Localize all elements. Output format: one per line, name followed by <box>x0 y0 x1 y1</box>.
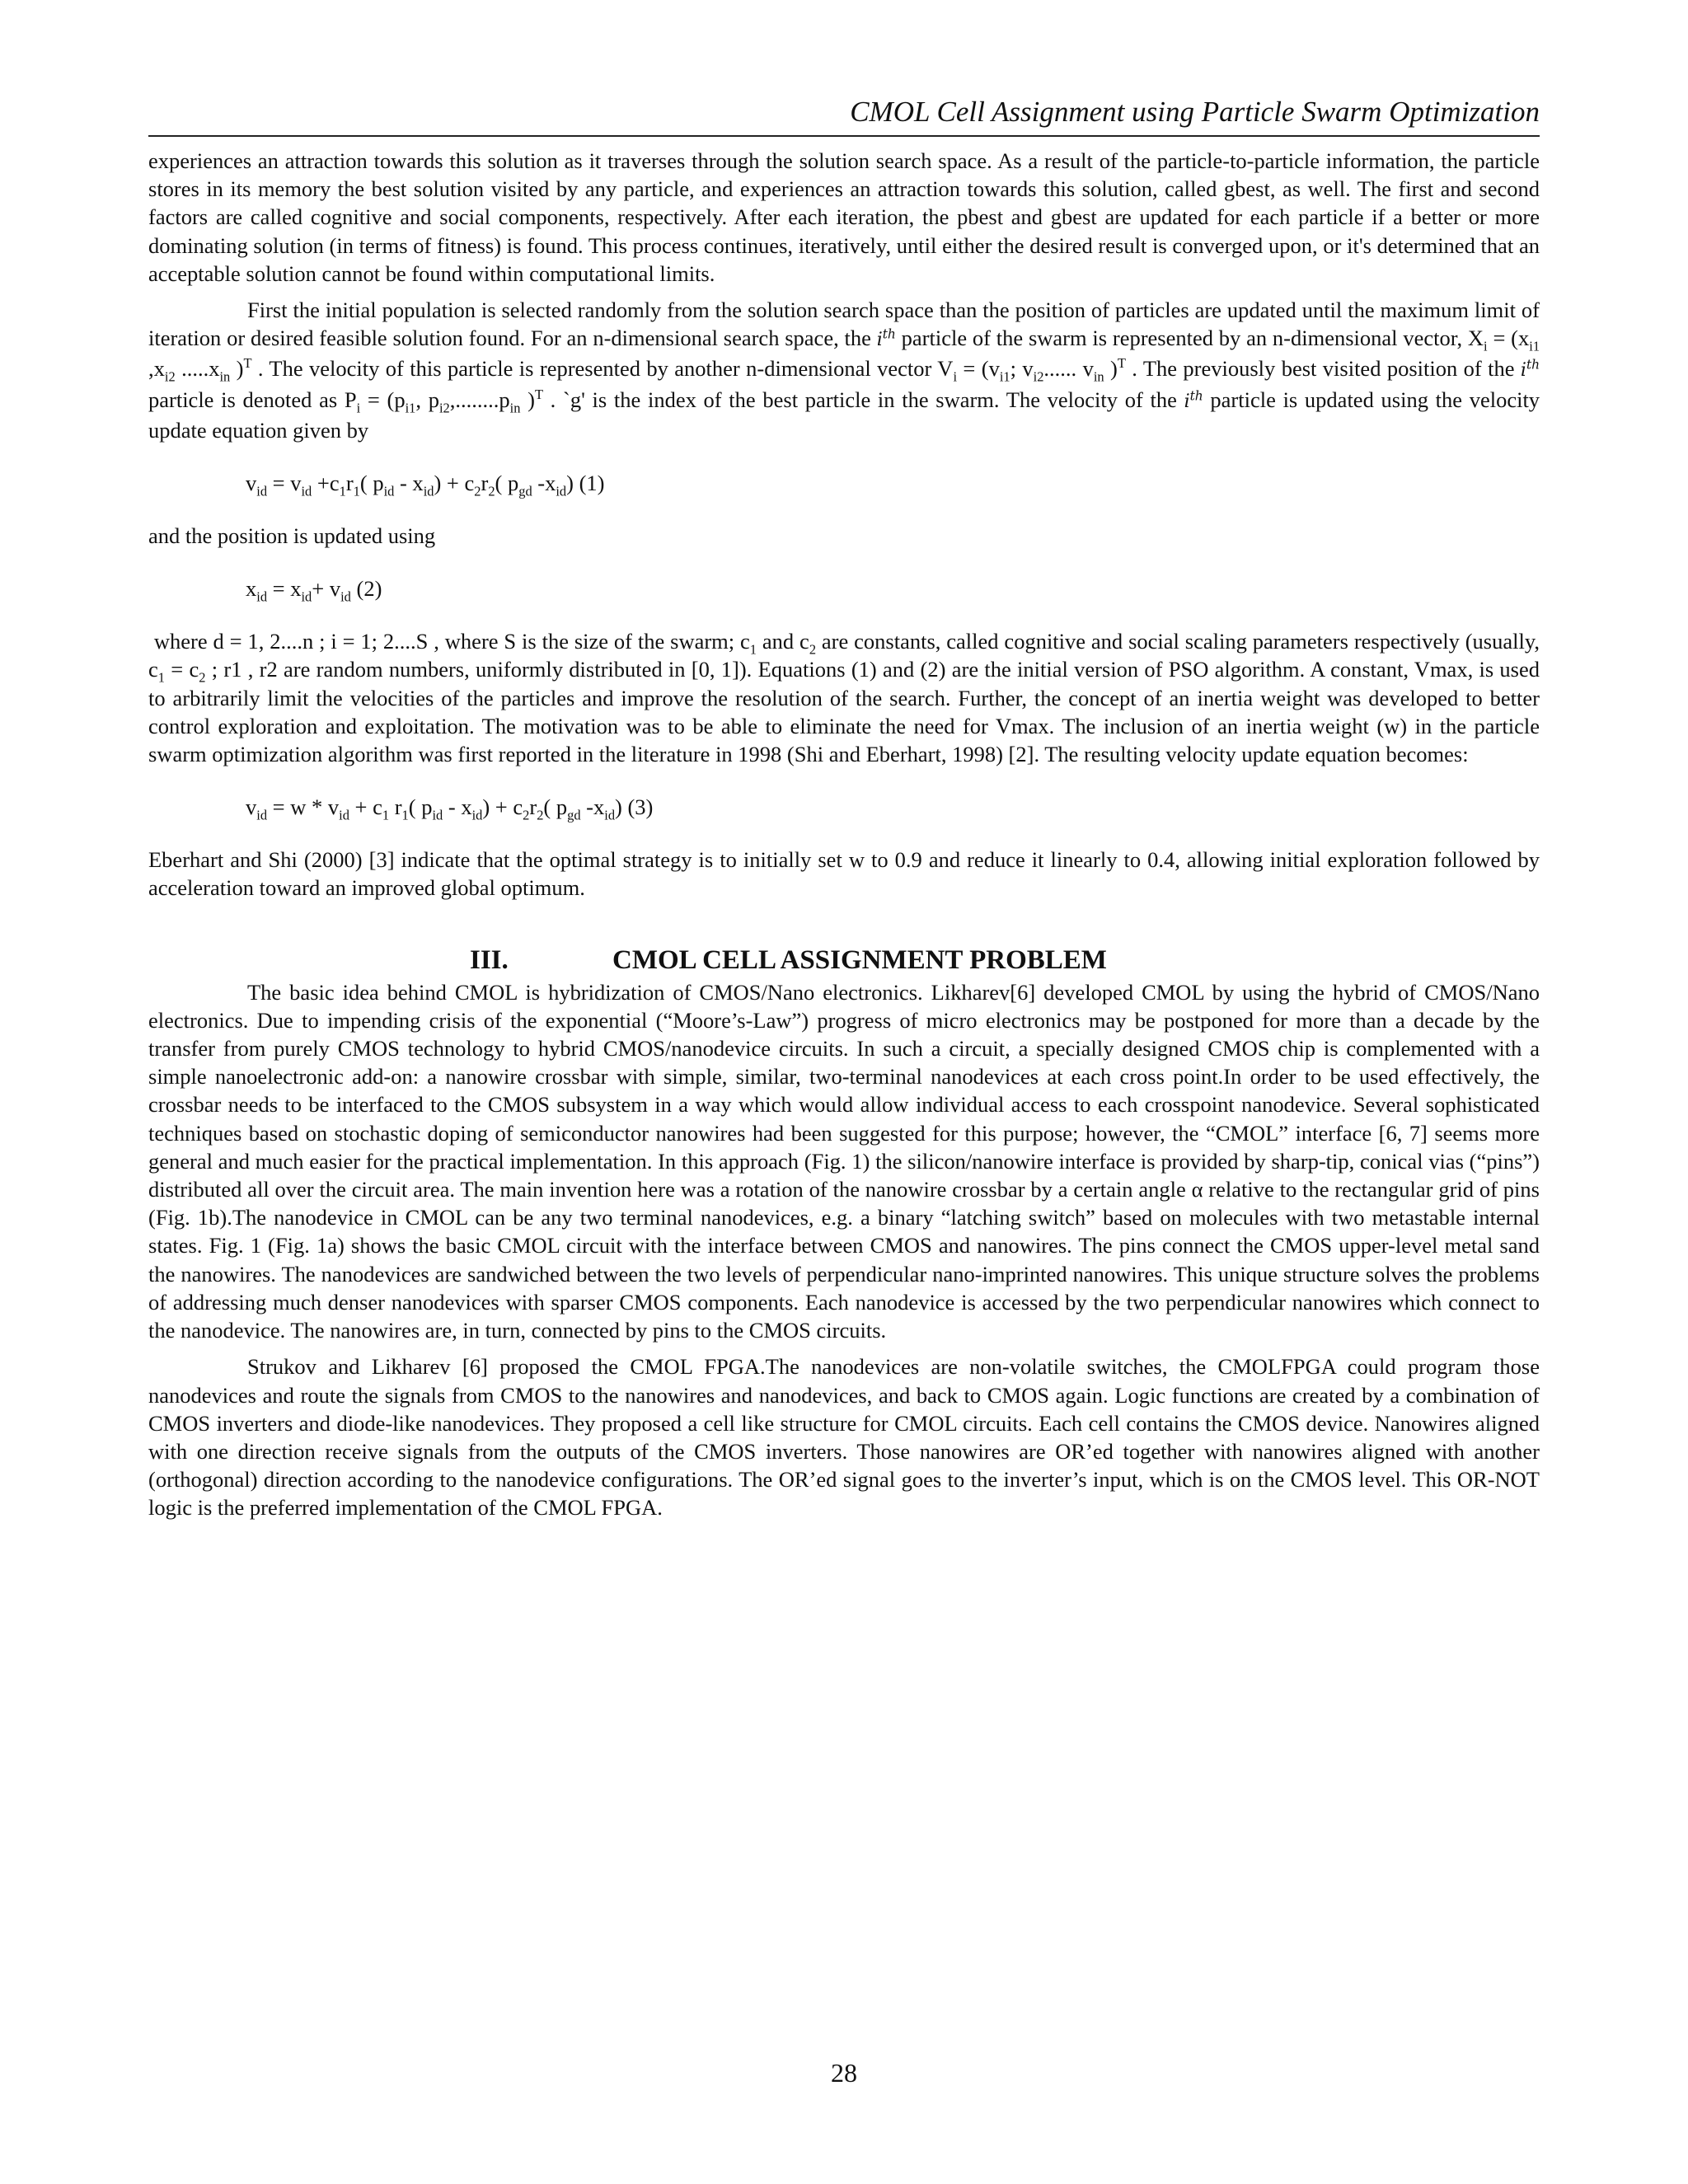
ith-symbol: $i^{th}$ <box>876 326 896 351</box>
paragraph-pso-attraction: experiences an attraction towards this solution as it traverses through the solution search space. As a result of the particle-to-particle information, the particle stores in its memory the best solution visited by any particle, and experiences an attraction towards this solution, called gbest, as well. The first and second factors are called cognitive and social components, respectively. After each iteration, the pbest and gbest are updated for each particle if a better or more dominating solution (in terms of fitness) is found. This process continues, iteratively, until either the desired result is converged upon, or it's determined that an acceptable solution cannot be found within computational limits. <box>148 148 1540 286</box>
equation-1: $v_{id} = v_{id} +c_1r_1$( $p_{id} - x_{id}) + c_2r_2$( $p_{gd}$ $-x_{id}$) (1) <box>246 471 605 499</box>
section-number: III. <box>470 944 509 975</box>
ith-symbol: $i^{th}$ <box>1520 358 1540 382</box>
header-rule <box>148 135 1540 137</box>
ith-symbol: $i^{th}$ <box>1184 388 1203 412</box>
paragraph-pso-vectors: First the initial population is selected randomly from the solution search space than the position of particles are updated until the maximum limit of iteration or desired feasible solution found. For an n-dimensional search space, the $i^{th}$ particle of the swarm is represented by an n-dimensional vector, $X_i = (x_{i1}$ $,x_{i2}$ $.....x_{in}$ )$^T$ . The velocity of this particle is represented by another n-dimensional vector $V_i = (v_{i1}$; $v_{i2}$...... $v_{in}$ )$^T$ . The previously best visited position of the $i^{th}$ particle is denoted as $P_i = (p_{i1}$, $p_{i2},........p_{in}$ )$^T$ . `g' is the index of the best particle in the swarm. The velocity of the $i^{th}$ particle is updated using the velocity update equation given by <box>148 298 1540 443</box>
paragraph-cmol-overview: The basic idea behind CMOL is hybridization of CMOS/Nano electronics. Likharev[6] developed CMOL by using the hybrid of CMOS/Nano electronics. Due to impending crisis of the exponential (“Moore’s-Law”) progress of micro electronics may be postponed for more than a decade by the transfer from purely CMOS technology to hybrid CMOS/nanodevice circuits. In such a circuit, a specially designed CMOS chip is complemented with a simple nanoelectronic add-on: a nanowire crossbar with simple, similar, two-terminal nanodevices at each cross point.In order to be used effectively, the crossbar needs to be interfaced to the CMOS subsystem in a way which would allow individual access to each crosspoint nanodevice. Several sophisticated techniques based on stochastic doping of semiconductor nanowires had been suggested for this purpose; however, the “CMOL” interface [6, 7] seems more general and much easier for the practical implementation. In this approach (Fig. 1) the silicon/nanowire interface is provided by sharp-tip, conical vias (“pins”) distributed all over the circuit area. The main invention here was a rotation of the nanowire crossbar by a certain angle α relative to the rectangular grid of pins (Fig. 1b).The nanodevice in CMOL can be any two terminal nanodevices, e.g. a binary “latching switch” based on molecules with two metastable internal states. Fig. 1 (Fig. 1a) shows the basic CMOL circuit with the interface between CMOS and nanowires. The pins connect the CMOS upper-level metal sand the nanowires. The nanodevices are sandwiched between the two levels of perpendicular nano-imprinted nanowires. This unique structure solves the problems of addressing much denser nanodevices with sparser CMOS components. Each nanodevice is accessed by the two perpendicular nanowires which connect to the nanodevice. The nanowires are, in turn, connected by pins to the CMOS circuits. <box>148 979 1540 1343</box>
page-number: 28 <box>831 2058 857 2088</box>
paragraph-inertia-strategy: Eberhart and Shi (2000) [3] indicate that the optimal strategy is to initially set w to 0.9 and reduce it linearly to 0.4, allowing initial exploration followed by acceleration toward an improved global optimum. <box>148 847 1540 901</box>
paragraph-cmol-fpga: Strukov and Likharev [6] proposed the CMOL FPGA.The nanodevices are non-volatile switches, the CMOLFPGA could program those nanodevices and route the signals from CMOS to the nanowires and nanodevices, and back to CMOS again. Logic functions are created by a combination of CMOS inverters and diode-like nanodevices. They proposed a cell like structure for CMOL circuits. Each cell contains the CMOS device. Nanowires aligned with one direction receive signals from the outputs of the CMOS inverters. Those nanowires are OR’ed together with nanowires aligned with another (orthogonal) direction according to the nanodevice configurations. The OR’ed signal goes to the inverter’s input, which is on the CMOS level. This OR-NOT logic is the preferred implementation of the CMOL FPGA. <box>148 1354 1540 1521</box>
section-heading-iii <box>148 944 1540 977</box>
body-text <box>148 147 1540 1530</box>
paragraph-position-update: and the position is updated using <box>148 523 436 549</box>
equation-3: $v_{id} = w * v_{id} + c_1$ $r_1$( $p_{id} - x_{id}) + c_2r_2$( $p_{gd}$ $-x_{id}$) (3) <box>246 794 654 823</box>
equation-2: $x_{id} = x_{id}+ v_{id}$ (2) <box>246 576 382 605</box>
paragraph-parameters: where d = 1, 2....n ; i = 1; 2....S , where S is the size of the swarm; $c_1$ and $c_2$ are constants, called cognitive and social scaling parameters respectively (usually, $c_1 = c_2$ ; r1 , r2 are random numbers, uniformly distributed in [0, 1]). Equations (1) and (2) are the initial version of PSO algorithm. A constant, Vmax, is used to arbitrarily limit the velocities of the particles and improve the resolution of the search. Further, the concept of an inertia weight was developed to better control exploration and exploitation. The motivation was to be able to eliminate the need for Vmax. The inclusion of an inertia weight (w) in the particle swarm optimization algorithm was first reported in the literature in 1998 (Shi and Eberhart, 1998) [2]. The resulting velocity update equation becomes: <box>148 629 1540 767</box>
section-title: CMOL CELL ASSIGNMENT PROBLEM <box>612 944 1107 975</box>
running-header: CMOL Cell Assignment using Particle Swarm Optimization <box>850 96 1540 128</box>
